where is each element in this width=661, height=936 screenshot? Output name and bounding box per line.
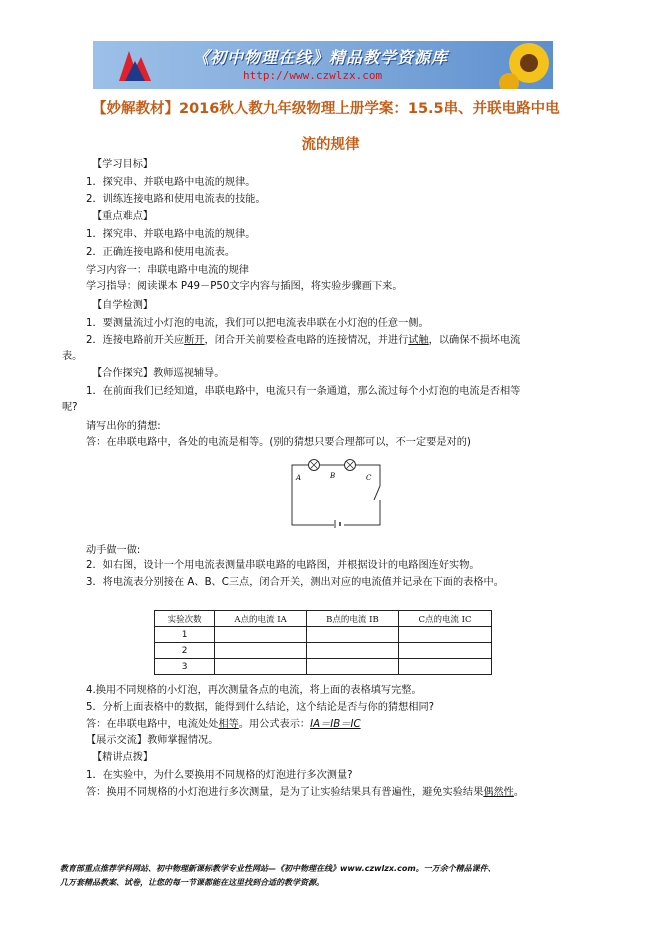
section-heading-explain: 【精讲点拨】 [92, 752, 154, 763]
table-cell[interactable] [399, 627, 492, 643]
site-logo-icon [115, 47, 155, 85]
text-line: 2．正确连接电路和使用电流表。 [86, 247, 236, 258]
table-cell[interactable] [306, 627, 398, 643]
text-line: 学习内容一：串联电路中电流的规律 [86, 265, 249, 276]
text-line: 3．将电流表分别接在 A、B、C三点，闭合开关，测出对应的电流值并记录在下面的表格中。 [86, 577, 504, 588]
section-heading-keypoints: 【重点难点】 [92, 211, 154, 222]
table-cell[interactable] [306, 659, 398, 675]
table-row [155, 659, 492, 675]
text-line: 2．如右图，设计一个用电流表测量串联电路的电路图，并根据设计的电路图连好实物。 [86, 560, 480, 571]
text-line: 呢? [62, 402, 78, 413]
page-title-continued: 流的规律 [301, 137, 360, 153]
text-line: 2．连接电路前开关应断开，闭合开关前要检查电路的连接情况，并进行试触，以确保不损坏电流 [86, 335, 521, 346]
text-line: 【展示交流】教师掌握情况。 [86, 735, 219, 746]
text-line: 请写出你的猜想: [86, 421, 161, 432]
table-cell[interactable] [215, 627, 307, 643]
table-header: A点的电流 IA [215, 611, 307, 627]
table-cell[interactable] [215, 659, 307, 675]
table-header: B点的电流 IB [306, 611, 398, 627]
text-line: 学习指导：阅读课本 P49－P50文字内容与插图，将实验步骤画下来。 [86, 281, 403, 292]
table-cell[interactable] [399, 659, 492, 675]
text-line: 4.换用不同规格的小灯泡，再次测量各点的电流，将上面的表格填写完整。 [86, 685, 422, 696]
section-heading-selfcheck: 【自学检测】 [92, 300, 154, 311]
table-cell[interactable] [399, 643, 492, 659]
section-heading-cooperate: 【合作探究】教师巡视辅导。 [92, 368, 225, 379]
page-title: 【妙解教材】2016秋人教九年级物理上册学案：15.5串、并联电路中电 [92, 101, 560, 117]
sunflower-icon [499, 41, 553, 89]
table-header: 实验次数 [155, 611, 215, 627]
text-line: 答：在串联电路中，电流处处相等。用公式表示：IA＝IB＝IC [86, 719, 361, 730]
text-line: 1．探究串、并联电路中电流的规律。 [86, 177, 256, 188]
table-header-row [155, 611, 492, 627]
section-heading-goals: 【学习目标】 [92, 159, 154, 170]
text-line: 5．分析上面表格中的数据，能得到什么结论，这个结论是否与你的猜想相同? [86, 702, 435, 713]
table-cell: 3 [155, 659, 215, 675]
table-row [155, 643, 492, 659]
table-row [155, 627, 492, 643]
table-cell: 1 [155, 627, 215, 643]
text-line: 2．训练连接电路和使用电流表的技能。 [86, 194, 266, 205]
point-a-label: A [296, 474, 302, 482]
table-cell[interactable] [215, 643, 307, 659]
banner-title: 《初中物理在线》精品教学资源库 [193, 48, 449, 67]
text-line: 答：换用不同规格的小灯泡进行多次测量，是为了让实验结果具有普遍性，避免实验结果偶然性。 [86, 787, 525, 798]
table-header: C点的电流 IC [399, 611, 492, 627]
header-banner [93, 41, 553, 89]
text-line: 1．要测量流过小灯泡的电流，我们可以把电流表串联在小灯泡的任意一侧。 [86, 318, 429, 329]
text-line: 答：在串联电路中，各处的电流是相等。(别的猜想只要合理都可以，不一定要是对的) [86, 437, 471, 448]
text-line: 动手做一做: [86, 545, 141, 556]
text-line: 1．探究串、并联电路中电流的规律。 [86, 229, 256, 240]
measurement-table [154, 610, 492, 675]
table-cell[interactable] [306, 643, 398, 659]
footer-line: 几万套精品教案、试卷，让您的每一节课都能在这里找到合适的教学资源。 [60, 878, 324, 887]
table-cell: 2 [155, 643, 215, 659]
series-circuit-diagram [290, 456, 382, 528]
text-line: 1．在实验中，为什么要换用不同规格的灯泡进行多次测量? [86, 770, 353, 781]
text-line: 表。 [62, 351, 83, 362]
banner-url[interactable]: http://www.czwlzx.com [243, 69, 383, 82]
point-b-label: B [330, 472, 336, 480]
point-c-label: C [366, 474, 372, 482]
footer-line: 教育部重点推荐学科网站、初中物理新课标教学专业性网站—《初中物理在线》www.czwlzx.com。一万余个精品课件、 [60, 864, 496, 873]
text-line: 1．在前面我们已经知道，串联电路中，电流只有一条通道，那么流过每个小灯泡的电流是否相等 [86, 386, 521, 397]
